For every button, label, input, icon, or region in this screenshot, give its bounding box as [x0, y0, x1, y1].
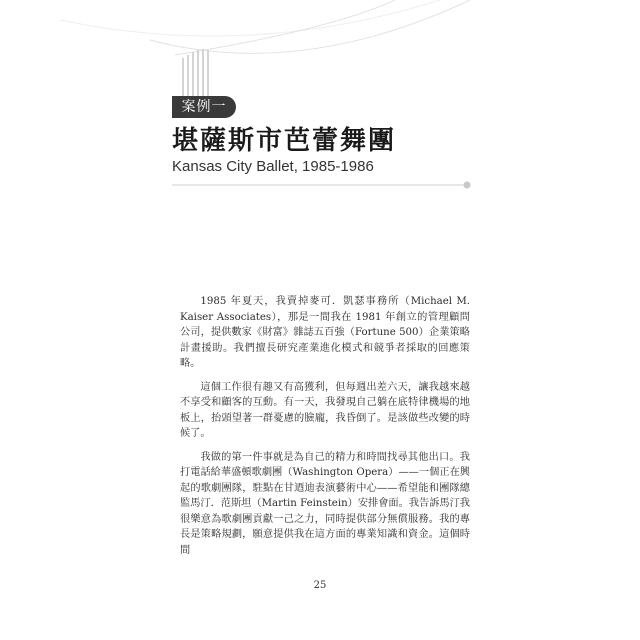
- chapter-subtitle: Kansas City Ballet, 1985-1986: [172, 158, 374, 175]
- body-text: [180, 294, 470, 558]
- header-decoration: [0, 0, 640, 120]
- body-paragraph: 我做的第一件事就是為自己的精力和時間找尋其他出口。我打電話給華盛頓歌劇團（Washington Opera）——一個正在興起的歌劇團隊，駐點在甘迺迪表演藝術中心——希望能和團隊總監馬汀．范斯坦（Martin Feinstein）安排會面。我告訴馬汀我很樂意為歌劇團貢獻一己之力，同時提供部分無償服務。我的專長是策略規劃，願意提供我在這方面的專業知識和資金。這個時間: [180, 451, 470, 556]
- title-divider: [172, 180, 472, 190]
- chapter-title: 堪薩斯市芭蕾舞團: [172, 126, 397, 156]
- chapter-badge: 案例一: [172, 96, 236, 118]
- page-number: 25: [313, 580, 327, 591]
- body-paragraph: 這個工作很有趣又有高獲利，但每週出差六天，讓我越來越不享受和顧客的互動。有一天，我發現自己躺在底特律機場的地板上，抬頭望著一群憂慮的臉龐，我昏倒了。是該做些改變的時候了。: [180, 381, 470, 439]
- body-paragraph: 1985 年夏天，我賣掉麥可．凱瑟事務所（Michael M. Kaiser Associates），那是一間我在 1981 年創立的管理顧問公司，提供數家《財富》雜誌五百強（Fortune 500）企業策略計畫援助。我們擅長研究產業進化模式和競爭者採取的回應策略。: [180, 296, 470, 369]
